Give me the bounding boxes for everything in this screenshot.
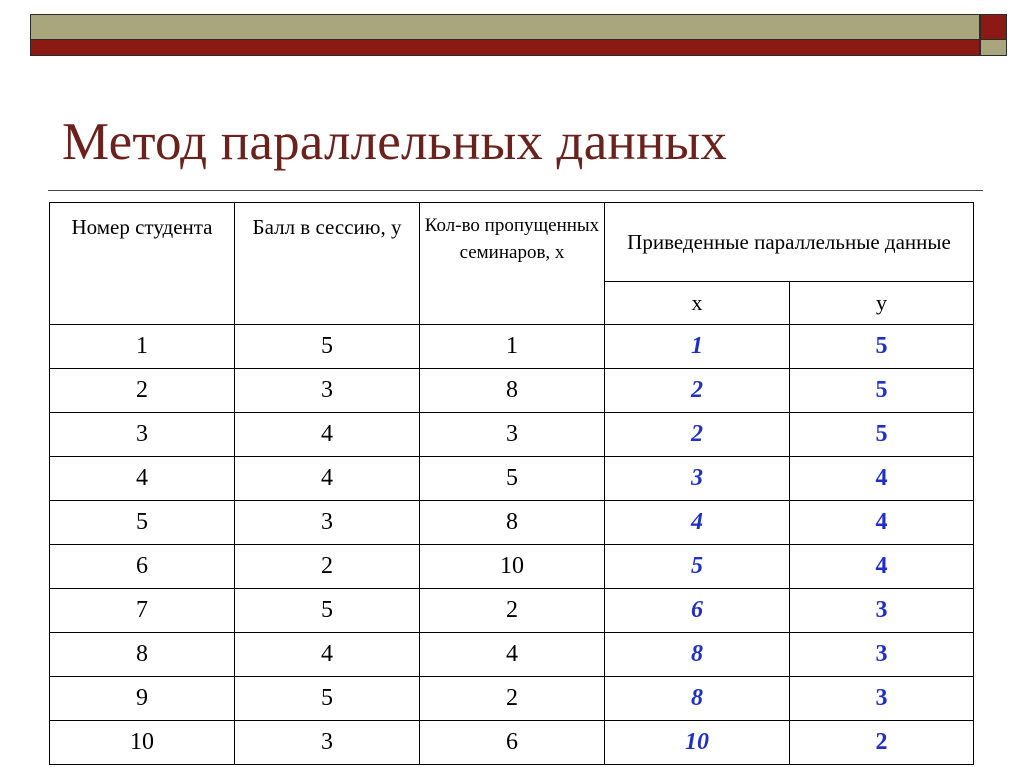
cell-session-score: 5 <box>235 325 420 369</box>
cell-student-number: 2 <box>50 369 235 413</box>
cell-session-score: 3 <box>235 501 420 545</box>
title-divider <box>48 190 983 191</box>
cell-parallel-x: 8 <box>605 677 790 721</box>
cell-missed-seminars: 5 <box>420 457 605 501</box>
header-session-score: Балл в сессию, у <box>235 203 420 325</box>
subheader-y: у <box>790 282 974 325</box>
cell-missed-seminars: 2 <box>420 677 605 721</box>
cell-parallel-x: 2 <box>605 369 790 413</box>
cell-session-score: 5 <box>235 677 420 721</box>
header-band-olive <box>30 14 980 40</box>
cell-parallel-y: 4 <box>790 545 974 589</box>
header-corner-olive <box>980 40 1007 56</box>
cell-student-number: 10 <box>50 721 235 765</box>
cell-session-score: 5 <box>235 589 420 633</box>
cell-session-score: 2 <box>235 545 420 589</box>
cell-student-number: 6 <box>50 545 235 589</box>
cell-student-number: 7 <box>50 589 235 633</box>
header-missed-seminars: Кол-во пропущенных семинаров, х <box>420 203 605 325</box>
cell-parallel-y: 5 <box>790 413 974 457</box>
cell-student-number: 5 <box>50 501 235 545</box>
cell-session-score: 3 <box>235 721 420 765</box>
table-row <box>50 457 974 501</box>
cell-missed-seminars: 1 <box>420 325 605 369</box>
table-row <box>50 501 974 545</box>
cell-student-number: 1 <box>50 325 235 369</box>
table-row <box>50 721 974 765</box>
cell-missed-seminars: 4 <box>420 633 605 677</box>
cell-parallel-x: 3 <box>605 457 790 501</box>
cell-parallel-x: 10 <box>605 721 790 765</box>
header-parallel-data: Приведенные параллельные данные <box>605 203 974 282</box>
cell-student-number: 4 <box>50 457 235 501</box>
header-corner-red <box>980 14 1007 40</box>
cell-parallel-y: 5 <box>790 325 974 369</box>
cell-parallel-y: 3 <box>790 633 974 677</box>
cell-parallel-x: 5 <box>605 545 790 589</box>
cell-parallel-y: 4 <box>790 501 974 545</box>
cell-parallel-x: 6 <box>605 589 790 633</box>
slide-title: Метод параллельных данных <box>62 113 728 171</box>
table-row <box>50 545 974 589</box>
cell-session-score: 3 <box>235 369 420 413</box>
table-row <box>50 633 974 677</box>
subheader-x: х <box>605 282 790 325</box>
cell-missed-seminars: 6 <box>420 721 605 765</box>
cell-parallel-y: 3 <box>790 677 974 721</box>
cell-missed-seminars: 8 <box>420 369 605 413</box>
cell-missed-seminars: 10 <box>420 545 605 589</box>
cell-parallel-y: 2 <box>790 721 974 765</box>
cell-parallel-y: 5 <box>790 369 974 413</box>
cell-student-number: 8 <box>50 633 235 677</box>
cell-session-score: 4 <box>235 457 420 501</box>
table-row <box>50 413 974 457</box>
cell-parallel-x: 8 <box>605 633 790 677</box>
cell-parallel-y: 3 <box>790 589 974 633</box>
table-row <box>50 677 974 721</box>
cell-missed-seminars: 2 <box>420 589 605 633</box>
cell-session-score: 4 <box>235 633 420 677</box>
cell-parallel-y: 4 <box>790 457 974 501</box>
cell-parallel-x: 1 <box>605 325 790 369</box>
cell-student-number: 9 <box>50 677 235 721</box>
cell-missed-seminars: 8 <box>420 501 605 545</box>
header-band-red <box>30 40 980 56</box>
table-row <box>50 325 974 369</box>
table-row <box>50 589 974 633</box>
header-student-number: Номер студента <box>50 203 235 325</box>
cell-session-score: 4 <box>235 413 420 457</box>
parallel-data-table <box>49 202 974 765</box>
header-row <box>50 203 974 282</box>
cell-missed-seminars: 3 <box>420 413 605 457</box>
cell-parallel-x: 2 <box>605 413 790 457</box>
cell-parallel-x: 4 <box>605 501 790 545</box>
cell-student-number: 3 <box>50 413 235 457</box>
table-row <box>50 369 974 413</box>
